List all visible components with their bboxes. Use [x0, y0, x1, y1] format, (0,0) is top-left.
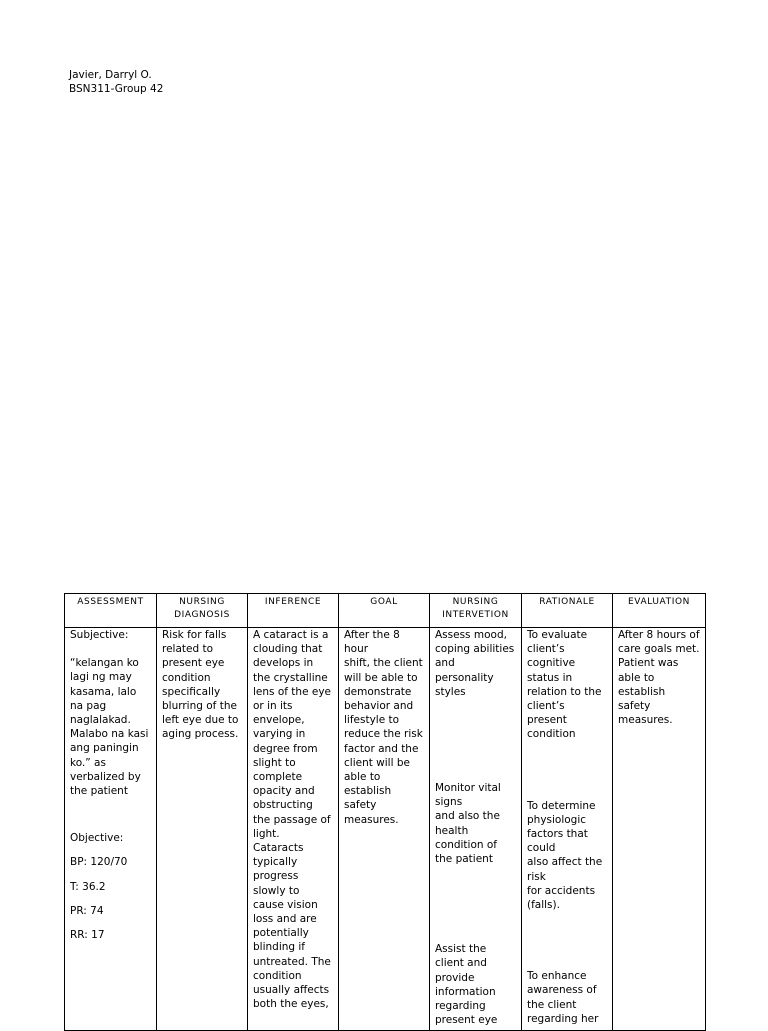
header-rationale: RATIONALE: [522, 594, 613, 628]
assessment-cell: [65, 628, 157, 1031]
inference-cell: A cataract is a clouding that develops in the crystalline lens of the eye or in its envelope, varying in degree from slight to complete opacity and obstructing the passage of light. Cataracts typically progress slowly to cause vision loss and are potentially blinding if untreated. The condition usually affects both the eyes,: [248, 628, 339, 1031]
header-evaluation: EVALUATION: [613, 594, 706, 628]
subjective-quote: “kelangan ko lagi ng may kasama, lalo na pag naglalakad. Malabo na kasi ang paningin ko.” as verbalized by the patient: [70, 657, 149, 798]
subjective-label: Subjective:: [70, 629, 129, 641]
intervention-item: Assess mood, coping abilities and personality styles: [435, 629, 515, 698]
header-goal: GOAL: [339, 594, 430, 628]
rationale-cell: [522, 628, 613, 1031]
intervention-item: Monitor vital signs and also the health condition of the patient: [435, 782, 501, 866]
document-header: [69, 68, 163, 96]
rationale-item: To determine physiologic factors that could also affect the risk for accidents (falls).: [527, 799, 603, 912]
vital-respiratory-rate: RR: 17: [70, 929, 105, 942]
student-section: BSN311-Group 42: [69, 83, 164, 95]
rationale-item: To evaluate client’s cognitive status in relation to the client’s present condition: [527, 629, 602, 741]
table-header-row: [65, 594, 706, 628]
vital-temperature: T: 36.2: [70, 880, 106, 893]
header-nursing-diagnosis: NURSING DIAGNOSIS: [157, 594, 248, 628]
vital-bp: BP: 120/70: [70, 856, 128, 869]
intervention-item: Assist the client and provide information regarding present eye: [435, 943, 498, 1027]
header-nursing-intervention: NURSING INTERVETION: [430, 594, 522, 628]
diagnosis-cell: Risk for falls related to present eye condition specifically blurring of the left eye due to aging process.: [157, 628, 248, 1031]
rationale-item: To enhance awareness of the client regarding her: [527, 970, 599, 1025]
intervention-cell: [430, 628, 522, 1031]
student-name: Javier, Darryl O.: [69, 69, 152, 81]
header-assessment: ASSESSMENT: [65, 594, 157, 628]
table-row: [65, 628, 706, 1031]
objective-label: Objective:: [70, 832, 124, 845]
header-inference: INFERENCE: [248, 594, 339, 628]
vital-pulse-rate: PR: 74: [70, 904, 104, 917]
goal-cell: After the 8 hour shift, the client will be able to demonstrate behavior and lifestyle to reduce the risk factor and the client will be able to establish safety measures.: [339, 628, 430, 1031]
evaluation-cell: After 8 hours of care goals met. Patient was able to establish safety measures.: [613, 628, 706, 1031]
nursing-care-plan-table: [64, 593, 706, 1031]
